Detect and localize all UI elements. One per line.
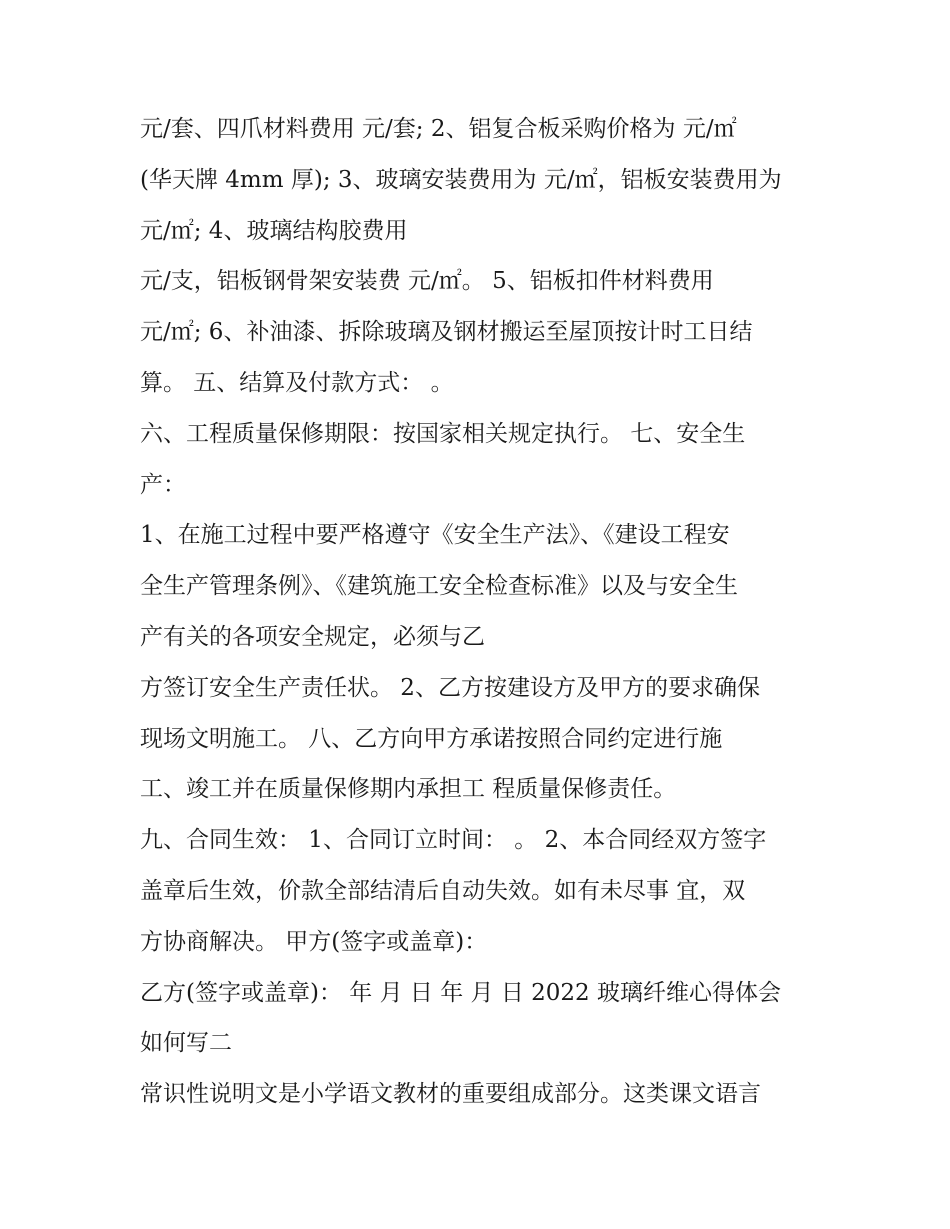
- text-line: 工、竣工并在质量保修期内承担工 程质量保修责任。: [140, 776, 677, 803]
- text-line: 盖章后生效，价款全部结清后自动失效。如有未尽事 宜，双: [140, 877, 746, 904]
- text-line: 元/套、四爪材料费用 元/套; 2、铝复合板采购价格为 元/㎡: [140, 116, 737, 142]
- text-line: 1、在施工过程中要严格遵守《安全生产法》、《建设工程安: [140, 522, 730, 549]
- text-line: 方签订安全生产责任状。 2、乙方按建设方及甲方的要求确保: [140, 674, 760, 701]
- text-line: 九、合同生效： 1、合同订立时间： 。 2、本合同经双方签字: [140, 827, 767, 854]
- document-body: [140, 104, 830, 1120]
- text-line: 现场文明施工。 八、乙方向甲方承诺按照合同约定进行施: [140, 725, 723, 752]
- text-line: 算。 五、结算及付款方式： 。: [140, 369, 454, 396]
- text-line: 元/支，铝板钢骨架安装费 元/㎡。 5、铝板扣件材料费用: [140, 268, 714, 295]
- text-line: 元/㎡; 4、玻璃结构胶费用: [140, 217, 408, 244]
- text-line: 产有关的各项安全规定，必须与乙: [140, 623, 485, 650]
- text-line: 六、工程质量保修期限：按国家相关规定执行。 七、安全生: [140, 420, 746, 447]
- text-line: (华天牌 4mm 厚); 3、玻璃安装费用为 元/㎡，铝板安装费用为: [140, 166, 782, 193]
- text-line: 常识性说明文是小学语文教材的重要组成部分。这类课文语言: [140, 1081, 761, 1108]
- text-line: 产：: [140, 471, 186, 498]
- text-line: 元/㎡; 6、补油漆、拆除玻璃及钢材搬运至屋顶按计时工日结: [140, 319, 753, 346]
- text-line: 全生产管理条例》、《建筑施工安全检查标准》以及与安全生: [140, 573, 738, 600]
- text-line: 方协商解决。 甲方(签字或盖章)：: [140, 928, 488, 955]
- text-line: 乙方(签字或盖章)： 年 月 日 年 月 日 2022 玻璃纤维心得体会: [140, 979, 781, 1006]
- text-line: 如何写二: [140, 1030, 232, 1057]
